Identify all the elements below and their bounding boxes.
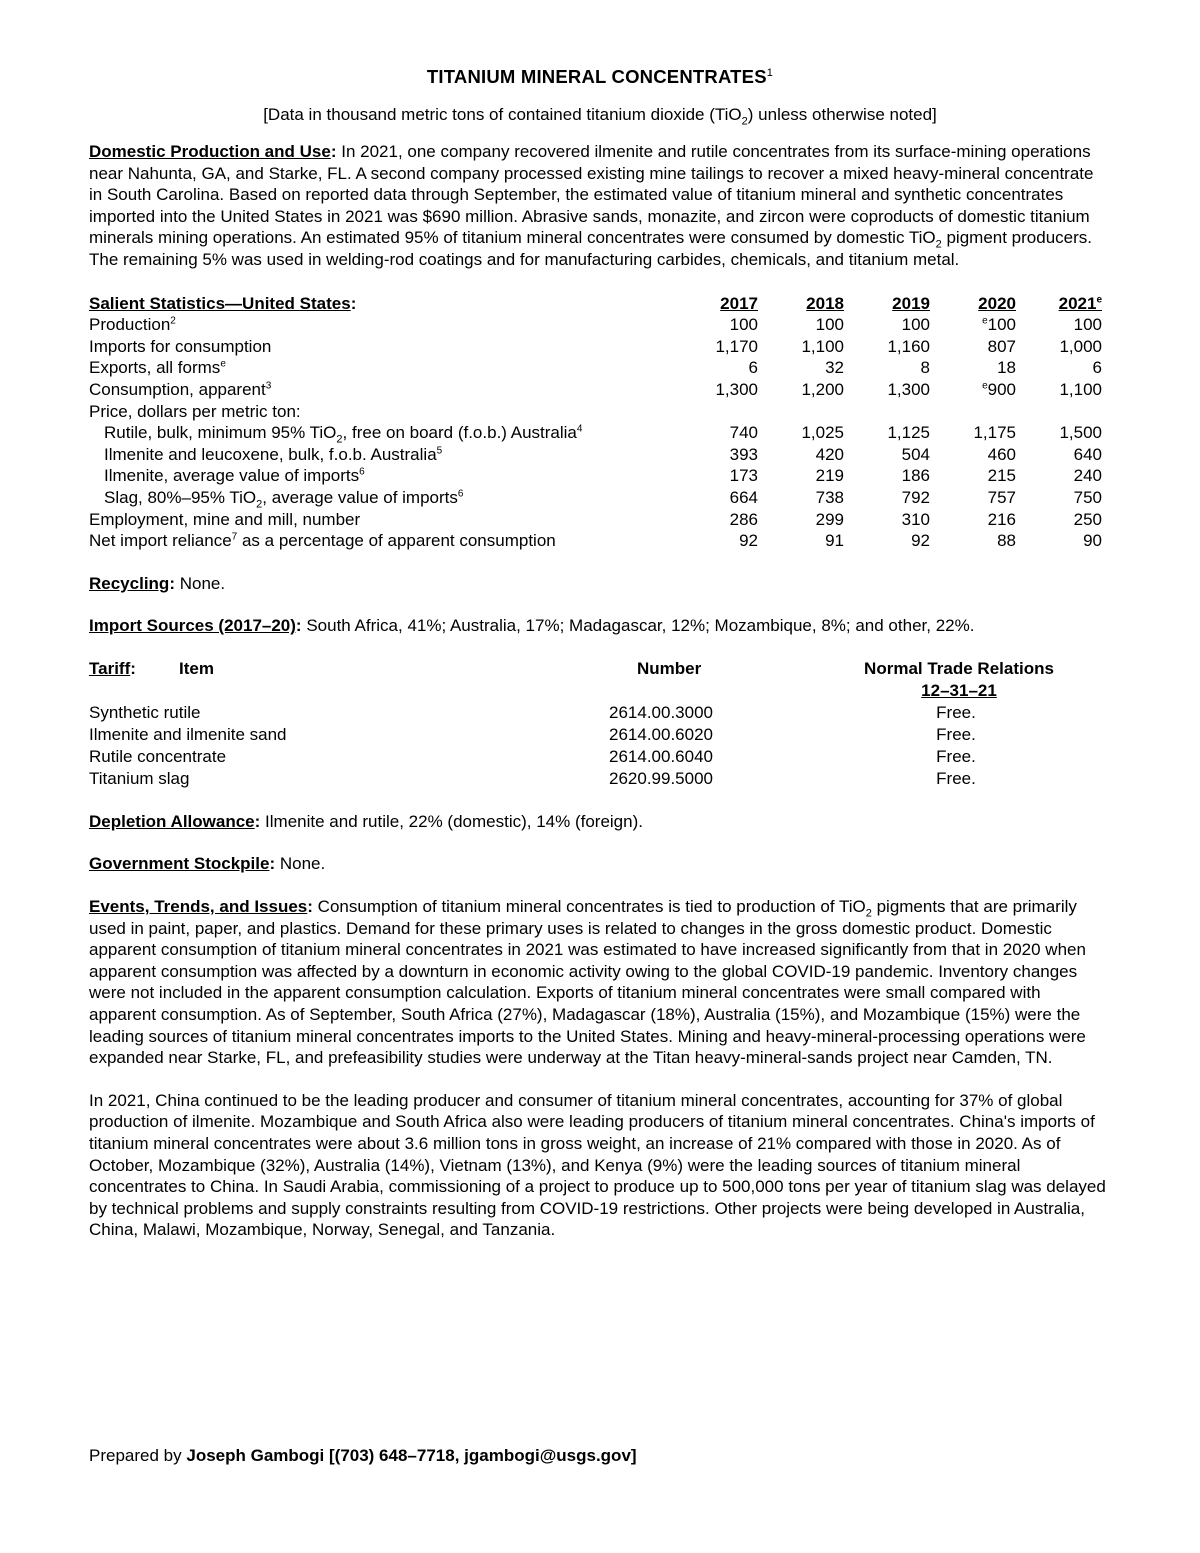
table-row: Ilmenite and leucoxene, bulk, f.o.b. Australia$^5$ 393 420 504 460 640 xyxy=(104,444,1102,464)
document-page xyxy=(89,66,1111,1241)
domestic-production-section: Domestic Production and Use: In 2021, one company recovered ilmenite and rutile concentrates from its surface-mining operations near Nahunta, GA, and Starke, FL. A second company processed existing mine tailings to recover a mixed heavy-mineral concentrate in South Carolina. Based on reported data through September, the estimated value of titanium mineral and synthetic concentrates imported into the United States in 2021 was $690 million. Abrasive sands, monazite, and zircon were coproducts of domestic titanium minerals mining operations. An estimated 95% of titanium mineral concentrates were consumed by domestic TiO$_2$ pigment producers. The remaining 5% was used in welding-rod coatings and for manufacturing carbides, chemicals, and titanium metal. xyxy=(89,142,1094,269)
table-row: Production$^2$ 100 100 100 $^e$100 100 xyxy=(89,315,1102,335)
table-row: Consumption, apparent$^3$ 1,300 1,200 1,300 $^e$900 1,100 xyxy=(89,379,1102,399)
table-header-row: Salient Statistics—United States: 2017 2018 2019 2020 2021e xyxy=(89,293,1102,313)
section-heading: Salient Statistics—United States xyxy=(89,293,351,313)
section-heading: Tariff xyxy=(89,658,131,678)
section-heading: Import Sources (2017–20) xyxy=(89,616,296,636)
table-row: Price, dollars per metric ton: xyxy=(89,401,301,421)
section-heading: Domestic Production and Use xyxy=(89,142,331,161)
recycling-section: Recycling: None. xyxy=(89,573,226,593)
section-heading: Events, Trends, and Issues xyxy=(89,897,308,917)
tariff-section xyxy=(89,658,1111,790)
title-footnote: 1 xyxy=(766,66,774,79)
import-sources-section: Import Sources (2017–20): South Africa, 41%; Australia, 17%; Madagascar, 12%; Mozambique, 8%; and other, 22%. xyxy=(89,616,975,636)
table-row: Imports for consumption 1,170 1,100 1,160 807 1,000 xyxy=(89,336,1102,356)
table-row: Ilmenite and ilmenite sand 2614.00.6020 Free. xyxy=(89,724,976,744)
units-note: [Data in thousand metric tons of contained titanium dioxide (TiO$_2$) unless otherwise noted] xyxy=(263,105,937,128)
section-heading: Depletion Allowance xyxy=(89,811,255,831)
events-paragraph-2: In 2021, China continued to be the leading producer and consumer of titanium mineral concentrates, accounting for 37% of global production of ilmenite. Mozambique and South Africa also were leading producers of titanium mineral concentrates. China's imports of titanium mineral concentrates were about 3.6 million tons in gross weight, an increase of 21% compared with those in 2020. As of October, Mozambique (32%), Australia (14%), Vietnam (13%), and Kenya (9%) were the leading sources of titanium mineral concentrates to China. In Saudi Arabia, commissioning of a project to produce up to 500,000 tons per year of titanium slag was delayed by technical problems and supply constraints resulting from COVID-19 restrictions. Other projects were being developed in Australia, China, Malawi, Mozambique, Norway, Senegal, and Tanzania. xyxy=(89,1090,1106,1240)
table-row: Titanium slag 2620.99.5000 Free. xyxy=(89,768,976,788)
tariff-header-date-row: 12–31–21 xyxy=(921,680,997,700)
table-row: Ilmenite, average value of imports$^6$ 173 219 186 215 240 xyxy=(104,466,1102,486)
section-heading: Recycling xyxy=(89,573,170,593)
prepared-by: Prepared by Joseph Gambogi [(703) 648–7718, jgambogi@usgs.gov] xyxy=(89,1446,637,1465)
depletion-allowance-section: Depletion Allowance: Ilmenite and rutile, 22% (domestic), 14% (foreign). xyxy=(89,811,643,831)
page-title: TITANIUM MINERAL CONCENTRATES$^1$ xyxy=(426,66,774,87)
table-row: Net import reliance$^7$ as a percentage of apparent consumption 92 91 92 88 90 xyxy=(89,531,1102,551)
table-row: Exports, all forms$^e$ 6 32 8 18 6 xyxy=(89,358,1102,378)
table-row: Slag, 80%–95% TiO$_2$, average value of imports$^6$ 664 738 792 757 750 xyxy=(104,487,1102,511)
tariff-header-row: Tariff: Item Number Normal Trade Relations xyxy=(89,658,1054,678)
author-contact: Joseph Gambogi [(703) 648–7718, jgambogi@usgs.gov] xyxy=(186,1446,637,1465)
government-stockpile-section: Government Stockpile: None. xyxy=(89,854,326,874)
section-heading: Government Stockpile xyxy=(89,854,270,874)
table-row: Synthetic rutile 2614.00.3000 Free. xyxy=(89,702,976,722)
salient-statistics-table xyxy=(89,293,1102,552)
events-trends-section: Events, Trends, and Issues: Consumption of titanium mineral concentrates is tied to production of TiO$_2$ pigments that are primarily used in paint, paper, and plastics. Demand for these primary uses is related to changes in the gross domestic product. Domestic apparent consumption of titanium mineral concentrates in 2021 was estimated to have increased significantly from that in 2020 when apparent consumption was affected by a downturn in economic activity owing to the global COVID-19 pandemic. Inventory changes were not included in the apparent consumption calculation. Exports of titanium mineral concentrates were small compared with apparent consumption. As of September, South Africa (27%), Madagascar (18%), Australia (15%), and Mozambique (15%) were the leading sources of titanium mineral concentrates imports to the United States. Mining and heavy-mineral-processing operations were expanded near Starke, FL, and prefeasibility studies were underway at the Titan heavy-mineral-sands project near Camden, TN. xyxy=(89,897,1086,1068)
table-row: Employment, mine and mill, number 286 299 310 216 250 xyxy=(89,509,1102,529)
table-row: Rutile concentrate 2614.00.6040 Free. xyxy=(89,746,976,766)
table-row: Rutile, bulk, minimum 95% TiO$_2$, free on board (f.o.b.) Australia$^4$ 740 1,025 1,125 1,175 1,500 xyxy=(104,423,1102,446)
